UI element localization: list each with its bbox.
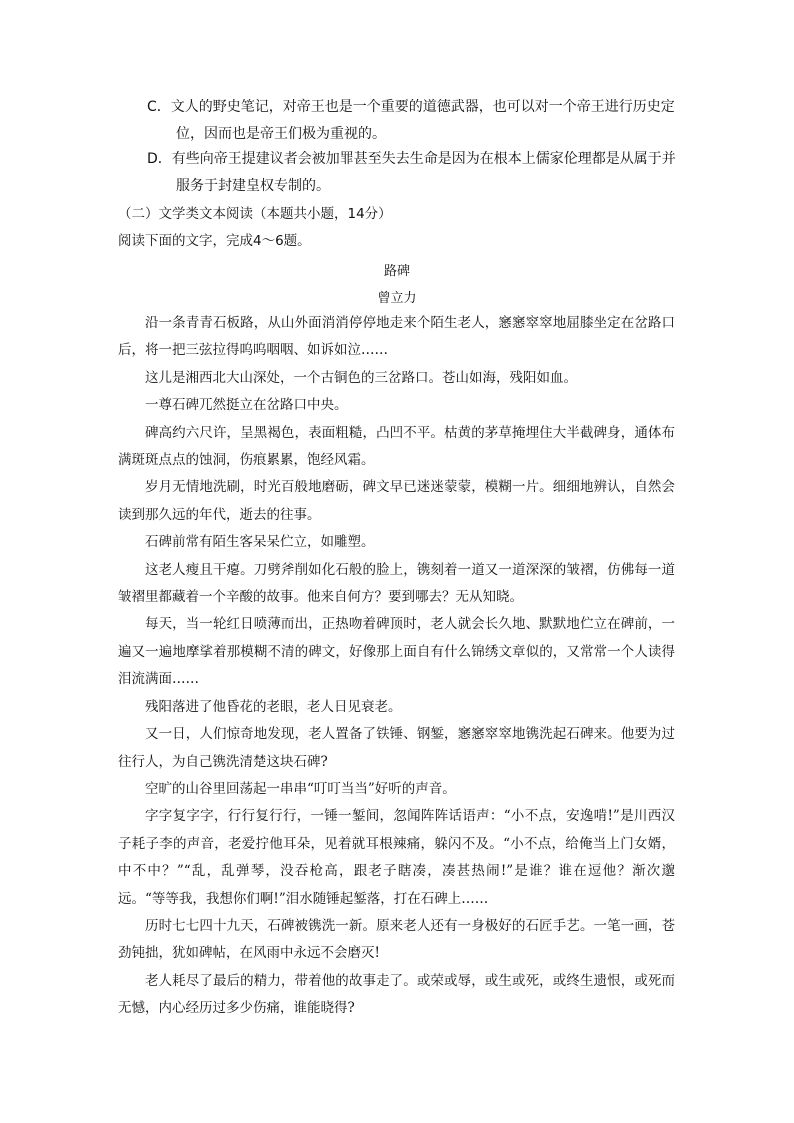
article-paragraph: 字字复字字，行行复行行，一锤一錾间，忽闻阵阵话语声：“小不点，安逸啃!”是川西汉子耗子李的声音，老爱拧他耳朵，见着就耳根辣痛，躲闪不及。“小不点，给俺当上门女婿，中不中？”“乱，乱弹琴，没吞枪高，跟老子瞎凑，凑甚热闹!”是谁？谁在逗他？渐次邈远。“等等我，我想你们啊!”泪水随锤起錾落，打在石碑上…… [118,808,675,907]
option-c-continuation: 位，因而也是帝王们极为重视的。 [176,126,386,142]
option-d [147,146,687,200]
option-d-continuation: 服务于封建皇权专制的。 [176,178,330,194]
article-paragraph: 这儿是湘西北大山深处，一个古铜色的三岔路口。苍山如海，残阳如血。 [145,369,577,386]
article-title: 路碑 [383,264,410,279]
article-body [118,310,675,1023]
section-heading: （二）文学类文本阅读（本题共小题，14分） [118,206,392,222]
article-paragraph: 又一日，人们惊奇地发现，老人置备了铁锤、钢錾，窸窸窣窣地镌洗起石碑来。他要为过往行人，为自己镌洗清楚这块石碑? [118,726,675,770]
article-paragraph: 沿一条青青石板路，从山外面消消停停地走来个陌生老人，窸窸窣窣地屈膝坐定在岔路口后，将一把三弦拉得呜呜咽咽、如诉如泣…… [118,315,675,359]
article-paragraph: 每天，当一轮红日喷薄而出，正热吻着碑顶时，老人就会长久地、默默地伫立在碑前，一遍又一遍地摩挲着那模糊不清的碑文，好像那上面自有什么锦绣文章似的，又常常一个人读得泪流满面…… [118,616,675,688]
article-paragraph: 这老人瘦且干瘪。刀劈斧削如化石般的脸上，镌刻着一道又一道深深的皱褶，仿佛每一道皱褶里都藏着一个辛酸的故事。他来自何方？要到哪去？无从知晓。 [118,561,675,606]
article-paragraph: 历时七七四十九天，石碑被镌洗一新。原来老人还有一身极好的石匠手艺。一笔一画，苍劲钝拙，犹如碑帖，在风雨中永远不会磨灭! [118,917,675,962]
article-paragraph: 残阳落进了他昏花的老眼，老人日见衰老。 [145,698,402,715]
section-instruction: 阅读下面的文字，完成4～6题。 [118,233,311,249]
option-c [147,94,687,148]
article-paragraph: 石碑前常有陌生客呆呆伫立，如雕塑。 [145,534,375,551]
article-paragraph: 一尊石碑兀然挺立在岔路口中央。 [145,397,348,414]
article-paragraph: 老人耗尽了最后的精力，带着他的故事走了。或荣或辱，或生或死，或终生遗恨，或死而无憾，内心经历过多少伤痛，谁能晓得? [118,972,675,1017]
option-d-text: D．有些向帝王提建议者会被加罪甚至失去生命是因为在根本上儒家伦理都是从属于并 [147,151,676,167]
article-paragraph: 岁月无情地洗刷，时光百般地磨砺，碑文早已迷迷蒙蒙，模糊一片。细细地辨认，自然会读到那久远的年代，逝去的往事。 [118,479,675,523]
article-paragraph: 空旷的山谷里回荡起一串串“叮叮当当”好听的声音。 [145,780,456,797]
article-author: 曾立力 [377,291,417,306]
option-c-text: C．文人的野史笔记，对帝王也是一个重要的道德武器，也可以对一个帝王进行历史定 [147,99,675,115]
article-paragraph: 碑高约六尺许，呈黑褐色，表面粗糙，凸凹不平。枯黄的茅草掩埋住大半截碑身，通体布满斑斑点点的蚀洞，伤痕累累，饱经风霜。 [118,424,675,469]
